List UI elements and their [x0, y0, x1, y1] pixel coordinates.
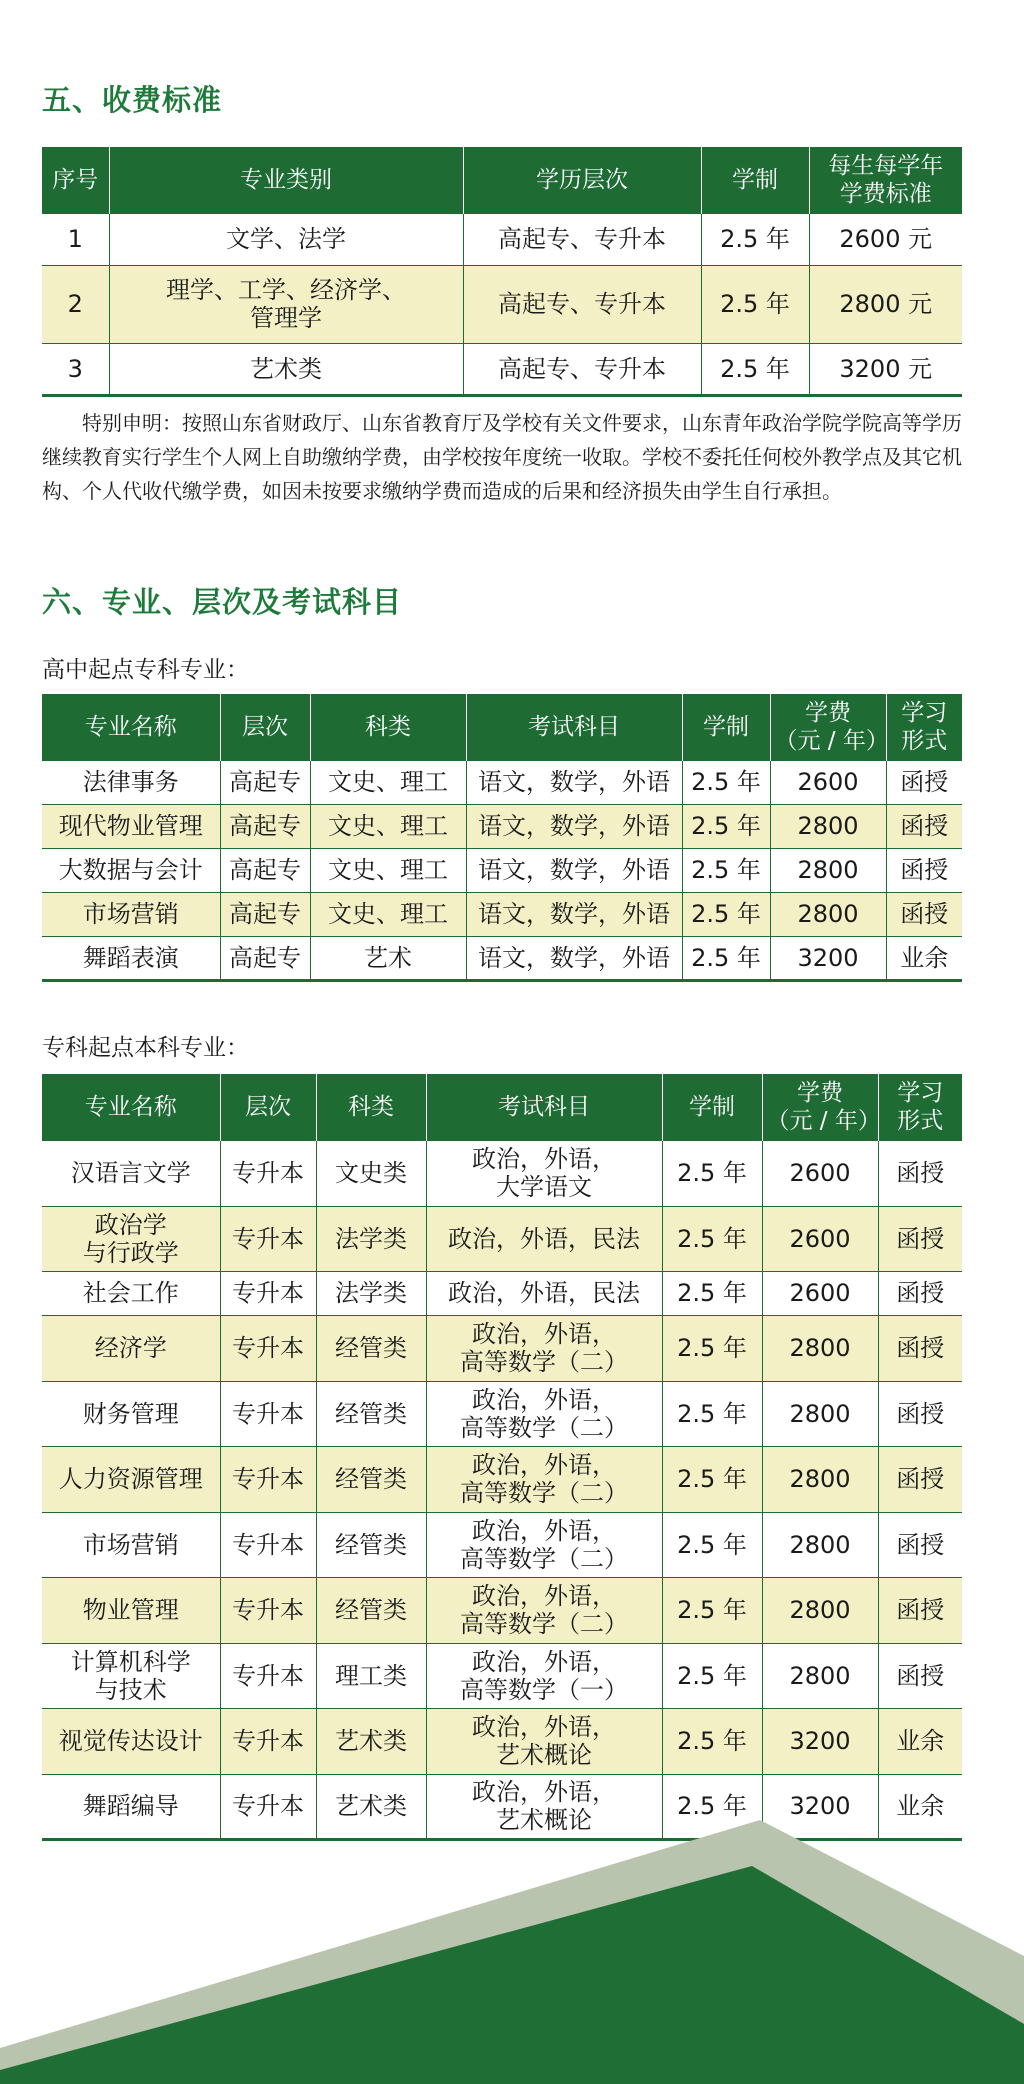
table-cell: 业余: [878, 1708, 962, 1774]
column-header: 层次: [220, 694, 310, 760]
column-header: 学费 （元 / 年）: [770, 694, 886, 760]
table-row: [42, 1446, 962, 1512]
table-cell: 文史、理工: [310, 892, 466, 936]
table-cell: 大数据与会计: [42, 848, 220, 892]
table-cell: 专升本: [220, 1206, 316, 1271]
table-cell: 3200: [770, 936, 886, 980]
table-cell: 计算机科学 与技术: [42, 1643, 220, 1708]
table-cell: 3200: [762, 1774, 878, 1839]
table-cell: 政治，外语， 高等数学（一）: [426, 1643, 662, 1708]
table-cell: 理工类: [316, 1643, 426, 1708]
table-cell: 业余: [886, 936, 962, 980]
table-row: [42, 343, 962, 395]
table-cell: 函授: [886, 804, 962, 848]
table-cell: 高起专: [220, 892, 310, 936]
table-cell: 文史、理工: [310, 804, 466, 848]
fee-table: [42, 147, 962, 397]
table-cell: 函授: [886, 848, 962, 892]
undergrad-table-header-row: [42, 1074, 962, 1140]
table-cell: 财务管理: [42, 1381, 220, 1446]
table-cell: 函授: [878, 1315, 962, 1381]
table-cell: 市场营销: [42, 892, 220, 936]
table-cell: 2.5 年: [662, 1774, 762, 1839]
table-cell: 市场营销: [42, 1512, 220, 1577]
table-row: [42, 1643, 962, 1708]
table-cell: 专升本: [220, 1708, 316, 1774]
table-cell: 政治，外语， 艺术概论: [426, 1774, 662, 1839]
table-cell: 政治，外语， 艺术概论: [426, 1708, 662, 1774]
undergrad-table: [42, 1074, 962, 1841]
table-cell: 专升本: [220, 1315, 316, 1381]
table-row: [42, 1206, 962, 1271]
column-header: 学制: [662, 1074, 762, 1140]
table-cell: 2.5 年: [662, 1206, 762, 1271]
table-cell: 函授: [878, 1140, 962, 1206]
table-cell: 政治，外语，民法: [426, 1271, 662, 1315]
table-cell: 政治，外语， 高等数学（二）: [426, 1446, 662, 1512]
column-header: 每生每学年 学费标准: [809, 147, 962, 213]
decorative-footer-shapes: [0, 1820, 1024, 2084]
column-header: 科类: [316, 1074, 426, 1140]
column-header: 学历层次: [463, 147, 701, 213]
table-cell: 2.5 年: [662, 1577, 762, 1643]
fee-table-header-row: [42, 147, 962, 213]
table-cell: 专升本: [220, 1271, 316, 1315]
table-cell: 2600: [762, 1206, 878, 1271]
table-cell: 2.5 年: [701, 265, 809, 343]
table-cell: 专升本: [220, 1140, 316, 1206]
table-cell: 2: [42, 265, 109, 343]
table-cell: 2.5 年: [662, 1643, 762, 1708]
junior-college-subtitle: 高中起点专科专业：: [42, 657, 249, 683]
table-cell: 专升本: [220, 1446, 316, 1512]
table-row: [42, 848, 962, 892]
table-cell: 2.5 年: [662, 1140, 762, 1206]
column-header: 学费 （元 / 年）: [762, 1074, 878, 1140]
table-cell: 函授: [886, 760, 962, 804]
table-cell: 经管类: [316, 1577, 426, 1643]
table-cell: 专升本: [220, 1512, 316, 1577]
table-cell: 2600 元: [809, 213, 962, 265]
table-cell: 函授: [878, 1512, 962, 1577]
table-cell: 经管类: [316, 1315, 426, 1381]
table-cell: 语文，数学，外语: [466, 936, 682, 980]
table-cell: 法律事务: [42, 760, 220, 804]
table-cell: 业余: [878, 1774, 962, 1839]
table-cell: 专升本: [220, 1643, 316, 1708]
table-cell: 3200: [762, 1708, 878, 1774]
table-row: [42, 1271, 962, 1315]
table-row: [42, 1140, 962, 1206]
table-cell: 函授: [878, 1206, 962, 1271]
table-cell: 经济学: [42, 1315, 220, 1381]
table-cell: 2.5 年: [682, 936, 770, 980]
table-cell: 2600: [762, 1271, 878, 1315]
junior-table-header-row: [42, 694, 962, 760]
table-cell: 专升本: [220, 1381, 316, 1446]
table-cell: 理学、工学、经济学、 管理学: [109, 265, 463, 343]
table-cell: 政治，外语， 高等数学（二）: [426, 1315, 662, 1381]
table-cell: 2.5 年: [682, 760, 770, 804]
table-cell: 2.5 年: [662, 1708, 762, 1774]
table-cell: 专升本: [220, 1577, 316, 1643]
junior-college-table: [42, 694, 962, 982]
column-header: 专业名称: [42, 1074, 220, 1140]
major-section-title: 六、专业、层次及考试科目: [42, 585, 403, 619]
table-cell: 舞蹈编导: [42, 1774, 220, 1839]
table-cell: 艺术类: [109, 343, 463, 395]
table-row: [42, 936, 962, 980]
table-cell: 舞蹈表演: [42, 936, 220, 980]
table-row: [42, 892, 962, 936]
table-cell: 经管类: [316, 1512, 426, 1577]
table-cell: 艺术类: [316, 1774, 426, 1839]
table-cell: 文史、理工: [310, 760, 466, 804]
table-cell: 政治，外语， 高等数学（二）: [426, 1512, 662, 1577]
table-cell: 专升本: [220, 1774, 316, 1839]
column-header: 学制: [682, 694, 770, 760]
table-cell: 高起专: [220, 848, 310, 892]
table-cell: 政治，外语， 高等数学（二）: [426, 1577, 662, 1643]
table-row: [42, 1315, 962, 1381]
table-cell: 汉语言文学: [42, 1140, 220, 1206]
table-cell: 2800: [762, 1381, 878, 1446]
column-header: 学习 形式: [878, 1074, 962, 1140]
table-cell: 高起专: [220, 936, 310, 980]
column-header: 序号: [42, 147, 109, 213]
table-cell: 2.5 年: [662, 1381, 762, 1446]
table-cell: 高起专、专升本: [463, 213, 701, 265]
table-row: [42, 1381, 962, 1446]
table-cell: 函授: [878, 1381, 962, 1446]
table-cell: 物业管理: [42, 1577, 220, 1643]
table-cell: 现代物业管理: [42, 804, 220, 848]
table-cell: 艺术类: [316, 1708, 426, 1774]
table-cell: 2800: [762, 1512, 878, 1577]
column-header: 层次: [220, 1074, 316, 1140]
table-cell: 语文，数学，外语: [466, 804, 682, 848]
table-cell: 经管类: [316, 1381, 426, 1446]
table-cell: 2600: [770, 760, 886, 804]
table-row: [42, 1708, 962, 1774]
table-cell: 文史、理工: [310, 848, 466, 892]
column-header: 科类: [310, 694, 466, 760]
table-cell: 语文，数学，外语: [466, 892, 682, 936]
table-cell: 法学类: [316, 1206, 426, 1271]
table-cell: 函授: [878, 1446, 962, 1512]
fee-section-title: 五、收费标准: [42, 83, 223, 117]
table-cell: 3: [42, 343, 109, 395]
table-cell: 2800: [762, 1446, 878, 1512]
table-cell: 2800: [762, 1643, 878, 1708]
table-row: [42, 213, 962, 265]
table-cell: 高起专: [220, 804, 310, 848]
table-cell: 高起专: [220, 760, 310, 804]
column-header: 专业名称: [42, 694, 220, 760]
table-cell: 函授: [878, 1643, 962, 1708]
table-row: [42, 760, 962, 804]
table-cell: 2.5 年: [662, 1271, 762, 1315]
table-cell: 视觉传达设计: [42, 1708, 220, 1774]
table-cell: 政治，外语， 大学语文: [426, 1140, 662, 1206]
table-cell: 2600: [762, 1140, 878, 1206]
table-cell: 2800 元: [809, 265, 962, 343]
table-cell: 艺术: [310, 936, 466, 980]
column-header: 考试科目: [466, 694, 682, 760]
table-cell: 2.5 年: [682, 892, 770, 936]
table-cell: 2.5 年: [682, 848, 770, 892]
fee-notice: 特别申明：按照山东省财政厅、山东省教育厅及学校有关文件要求，山东青年政治学院学院高等学历继续教育实行学生个人网上自助缴纳学费，由学校按年度统一收取。学校不委托任何校外教学点及其它机构、个人代收代缴学费，如因未按要求缴纳学费而造成的后果和经济损失由学生自行承担。: [42, 411, 962, 503]
column-header: 学制: [701, 147, 809, 213]
table-cell: 函授: [886, 892, 962, 936]
table-cell: 政治，外语， 高等数学（二）: [426, 1381, 662, 1446]
table-row: [42, 804, 962, 848]
column-header: 专业类别: [109, 147, 463, 213]
column-header: 学习 形式: [886, 694, 962, 760]
undergrad-subtitle: 专科起点本科专业：: [42, 1035, 249, 1061]
table-cell: 2800: [770, 848, 886, 892]
table-cell: 语文，数学，外语: [466, 848, 682, 892]
table-cell: 2.5 年: [701, 343, 809, 395]
table-cell: 文学、法学: [109, 213, 463, 265]
table-cell: 1: [42, 213, 109, 265]
table-cell: 2800: [762, 1577, 878, 1643]
table-cell: 函授: [878, 1271, 962, 1315]
table-cell: 高起专、专升本: [463, 265, 701, 343]
table-cell: 语文，数学，外语: [466, 760, 682, 804]
table-cell: 2.5 年: [701, 213, 809, 265]
table-cell: 政治，外语，民法: [426, 1206, 662, 1271]
table-cell: 政治学 与行政学: [42, 1206, 220, 1271]
table-cell: 2.5 年: [682, 804, 770, 848]
table-cell: 函授: [878, 1577, 962, 1643]
table-row: [42, 265, 962, 343]
table-row: [42, 1512, 962, 1577]
table-cell: 社会工作: [42, 1271, 220, 1315]
table-cell: 2.5 年: [662, 1512, 762, 1577]
table-cell: 文史类: [316, 1140, 426, 1206]
column-header: 考试科目: [426, 1074, 662, 1140]
table-cell: 2800: [770, 804, 886, 848]
table-cell: 高起专、专升本: [463, 343, 701, 395]
table-cell: 人力资源管理: [42, 1446, 220, 1512]
table-cell: 法学类: [316, 1271, 426, 1315]
table-cell: 2800: [762, 1315, 878, 1381]
table-cell: 3200 元: [809, 343, 962, 395]
table-row: [42, 1577, 962, 1643]
table-cell: 经管类: [316, 1446, 426, 1512]
table-cell: 2.5 年: [662, 1446, 762, 1512]
table-cell: 2.5 年: [662, 1315, 762, 1381]
table-cell: 2800: [770, 892, 886, 936]
